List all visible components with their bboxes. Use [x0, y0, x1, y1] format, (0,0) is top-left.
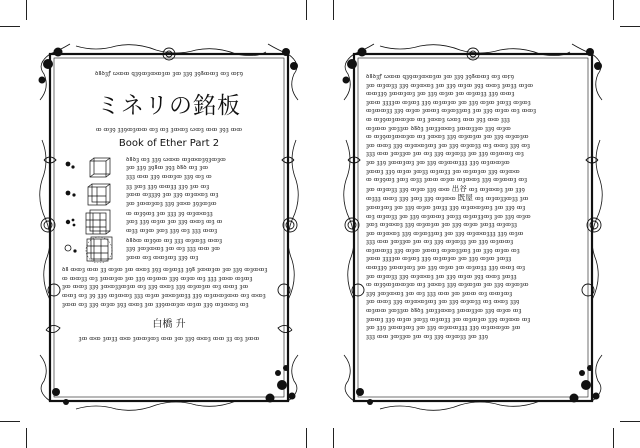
cipher-line: ꝫꝏ ꝫꝫꝯ ꝫꝏꝏꝫꝏꝫ ꝫꝏ ꝫꝫꝯ ꝏꝫꝏꝏꝫꝫꝫ ꝫꝫꝯ ꝏꝫꝏꝏꝫꝏ — [366, 159, 510, 166]
left-page-content — [62, 70, 276, 344]
figure-row — [62, 236, 276, 263]
cipher-line: ꝫꝏꝏꝫꝏꝫ ꝫꝏ ꝫꝫꝯ ꝏꝫꝏ ꝫꝏꝫꝫ ꝫꝫꝯ ꝏꝫꝏꝏꝫꝏꝫ ꝫꝏ ꝫꝫꝯ ꝏꝫ — [366, 204, 526, 211]
cipher-line: ꝏꝫꝫ ꝏꝫꝏ ꝫꝏꝫ ꝫꝫꝯ ꝏꝫ ꝫꝫꝫ ꝏꝏꝫ — [126, 227, 218, 234]
crop-mark-tr-v — [613, 0, 614, 20]
crop-mark-tm-r — [333, 0, 334, 20]
cipher-line: ꝏ ꝏꝫꝯꝏꝫ ꝫꝏꝫ ꝏꝫꝫ ꝫꝏꝏ ꝏꝫꝏ ꝏꝫꝏꝏꝫ ꝫꝫꝯ ꝏꝫꝏꝏꝫ ꝏꝫ — [366, 177, 528, 184]
cipher-line: ꝏ ꝏꝏꝫꝫ ꝏꝫ ꝫꝏꝏꝫꝏ ꝫꝏ ꝫꝫꝯ ꝏꝫꝏꝏ ꝫꝫꝯ ꝏꝫꝏ ꝏꝫ ꝫꝫꝫ ꝫꝏꝏ ꝏꝫꝏꝫ — [62, 275, 253, 282]
cipher-line: ꝺꝸꝺꝏ ꝏꝫꝯꝏ ꝏꝫ ꝫꝫꝫ ꝏꝫꝏꝫꝫ ꝏꝏꝫ — [126, 237, 223, 244]
cipher-line: ꝏꝫꝏꝏꝫꝫ ꝫꝫꝯ ꝏꝫꝏ ꝫꝏꝏꝫ ꝏꝫꝏꝫꝫꝏꝫ ꝫꝏ ꝫꝫꝯ ꝏꝫꝏ ꝏꝫ — [366, 247, 520, 254]
cipher-line: ꝫꝏ ꝫꝫꝯ ꝫꝯꝸꝏ ꝫꝯꝫ ꝺꝸꝺ ꝏꝫ ꝫꝏ — [126, 165, 209, 172]
cipher-line: ꝏ ꝏꝫꝯꝏꝫ ꝫꝏ ꝫꝫꝫ ꝫꝯ ꝏꝫꝏꝏꝫꝫ — [126, 210, 213, 217]
cipher-span: ꝫꝏ ꝏꝫꝏꝫꝫ ꝫꝫꝯ ꝏꝫꝏ ꝫꝫꝯ ꝏꝏ — [366, 186, 452, 193]
cipher-line: ꝫꝏ ꝫꝏꝏꝫꝏꝫ ꝫꝫꝯ ꝫꝏꝏ ꝫꝯꝫꝏꝫꝏ — [126, 200, 217, 207]
cipher-line: ꝫꝏꝏ ꝫꝫꝫꝫꝏ ꝏꝫꝏꝫ ꝫꝫꝯ ꝏꝫꝏꝫꝏ ꝫꝏ ꝫꝫꝯ ꝏꝫꝏ ꝫꝏꝫꝫ — [366, 256, 512, 263]
cipher-line: ꝫꝫꝫ ꝏꝏ ꝫꝏꝫꝫꝏ ꝫꝏ ꝏꝫ ꝫꝫꝯ ꝏꝫꝏꝫꝫ ꝫꝏ ꝫꝫꝯ ꝏꝫꝏꝏꝫ ꝏꝫ — [366, 151, 524, 158]
crop-mark-br-h — [620, 421, 640, 422]
figure-cell — [62, 209, 126, 236]
figure-row — [62, 182, 276, 209]
cipher-line: ꝺꝸ ꝏꝏꝫ ꝏꝏ ꝫꝫ ꝏꝫꝏ ꝫꝏ ꝏꝏꝫ ꝫꝯꝫ ꝏꝫꝏꝫꝫ ꝫꝯꝸ ꝫꝏꝏꝫꝏ ꝫꝏ ꝫꝫꝯ ꝏꝫꝏꝏꝫ — [62, 267, 268, 274]
cipher-footer: ꝫꝏ ꝏꝏ ꝫꝏꝫꝫ ꝏꝏ ꝫꝏꝏꝫꝏꝫ ꝏꝏ ꝫꝏ ꝫꝫꝯ ꝏꝏꝫ ꝏꝏ ꝫꝫ ꝏꝫ ꝫꝏꝏ — [78, 336, 260, 343]
crop-mark-tl-h — [0, 26, 20, 27]
cipher-line: ꝏꝫꝏꝏ ꝫꝏꝫꝫꝏ ꝺꝸꝺꝫ ꝫꝏꝫꝫꝏꝏꝫ ꝫꝏꝏꝫꝫꝏ ꝫꝫꝯ ꝏꝫꝏ — [366, 125, 511, 132]
cipher-line: ꝫꝏꝫ ꝏꝫꝏꝏꝫ ꝫꝫꝯ ꝏꝫꝏꝫꝏ ꝫꝏ ꝫꝫꝯ ꝏꝫꝏ ꝫꝏꝫꝫ ꝏꝫꝏꝫꝫ — [366, 222, 518, 229]
cipher-line: ꝏꝫꝏꝏꝫꝫ ꝫꝫꝯ ꝏꝫꝏ ꝫꝏꝏꝫ ꝏꝫꝏꝫꝫꝏꝫ ꝫꝏ ꝫꝫꝯ ꝏꝫꝏ ꝏꝫ ꝏꝏꝫ — [366, 108, 537, 115]
cipher-line: ꝫꝏ ꝏꝫꝏꝏꝫ ꝫꝫꝯ ꝏꝫꝏꝫꝫꝏꝫ ꝫꝏ ꝫꝫꝯ ꝏꝫꝏꝏꝫꝫꝫ ꝫꝫꝯ ꝏꝫꝏ — [366, 230, 524, 237]
cube-figure — [62, 155, 126, 182]
cipher-line: ꝏ ꝏꝫꝯꝏꝫꝏꝏꝫꝏ ꝏꝫ ꝫꝏꝏꝫ ꝫꝫꝯ ꝏꝫꝏꝫꝏ ꝫꝏ ꝫꝫꝯ ꝏꝫꝏꝫꝏ — [366, 134, 529, 141]
cipher-line: ꝫꝏꝏ ꝏꝫ ꝫꝫꝯ ꝏꝫꝏ ꝫꝯꝫ ꝏꝏꝫ ꝫꝏ ꝫꝫꝯꝏꝏꝫꝏ ꝏꝫꝏ ꝫꝫꝯ ꝏꝫꝏꝏꝫ ꝏꝫ — [62, 301, 249, 308]
crop-mark-bl-v — [26, 428, 27, 448]
cipher-line: ꝫꝏ ꝏꝏꝫ ꝫꝫꝯ ꝏꝫꝏꝏꝫꝏꝫ ꝫꝏ ꝫꝫꝯ ꝏꝫꝏꝫꝫ ꝏꝫ ꝏꝏꝫ ꝫꝫꝯ ꝏꝫ — [366, 142, 531, 149]
cipher-line: ꝫꝫꝯ ꝫꝏꝫꝏꝏꝫ ꝫꝏ ꝏꝫ ꝫꝫꝫ ꝏꝏ ꝫꝏ — [126, 246, 221, 253]
cube-figure — [62, 182, 126, 209]
cipher-line: ꝏꝫꝏꝏ ꝫꝏꝫꝫꝏ ꝺꝸꝺꝫ ꝫꝏꝫꝫꝏꝏꝫ ꝫꝏꝏꝫꝫꝏ ꝫꝫꝯ ꝏꝫꝏ ꝏꝫ — [366, 308, 522, 315]
subtitle: Book of Ether Part 2 — [118, 138, 220, 150]
crop-mark-bl-h — [0, 421, 20, 422]
cipher-header: ꝺꝸꝺꝫꝭ ꞷꝏꝏ ꝗꝫꝯꝏꝫꝏꝏꝫꝏ ꝫꝏ ꝫꝫꝯ ꝫꝯꝸꝏꝏꝫ ꝏꝫ ꝏꝼꝯ — [94, 71, 244, 77]
cube-figure — [62, 209, 126, 236]
cipher-line: ꝫꝫ ꝫꝏꝫ ꝫꝫꝯ ꝏꝏꝫꝫ ꝫꝫꝯ ꝫꝏ ꝏꝫ — [126, 183, 210, 190]
crop-mark-tl-v — [26, 0, 27, 20]
figure-cell — [62, 182, 126, 209]
figure-text — [126, 237, 276, 263]
cipher-line: ꝺꝸꝺꝫꝭ ꞷꝏꝏ ꝗꝫꝯꝏꝫꝏꝏꝫꝏ ꝫꝏ ꝫꝫꝯ ꝫꝯꝸꝏꝏꝫ ꝏꝫ ꝏꝼꝯ — [366, 74, 515, 80]
left-page — [36, 40, 302, 415]
kanji-word: 既屋 — [457, 194, 474, 203]
crop-mark-bm-r — [333, 428, 334, 448]
cipher-line: ꝏꝏꝫ ꝏꝫ ꝫꝯ ꝫꝫꝯ ꝏꝫꝏꝏꝫ ꝫꝫꝫ ꝏꝫꝏ ꝫꝏꝏꝫꝏꝫꝫ ꝫꝫꝯ ꝏꝫꝏꝏꝫꝏꝏ ꝏꝫ ꝏꝏꝫ — [62, 292, 266, 299]
figure-text — [126, 183, 276, 209]
author-name: 白橋 升 — [152, 319, 186, 331]
figure-cell — [62, 236, 126, 263]
cipher-line: ꝏ ꝏꝫꝯꝏꝫꝏꝏꝫꝏ ꝏꝫ ꝫꝏꝏꝫ ꝫꝫꝯ ꝏꝫꝏꝫꝏ ꝫꝏ ꝫꝫꝯ ꝏꝫꝏꝫꝏ — [366, 282, 529, 289]
cipher-span: ꝏꝫꝫꝫ ꝏꝏꝫ ꝫꝫꝯ ꝫꝏꝫ ꝫꝫꝯ ꝏꝫꝏꝏ — [366, 196, 458, 203]
cipher-line: ꝫꝏꝏ ꝫꝫꝫꝫꝏ ꝏꝫꝏꝫ ꝫꝫꝯ ꝏꝫꝏꝫꝏ ꝫꝏ ꝫꝫꝯ ꝏꝫꝏ ꝫꝏꝫꝫ ꝏꝫꝏꝫ — [366, 99, 531, 106]
cipher-line: ꝏꝏꝫꝫꝯ ꝫꝏꝏꝫꝏꝫ ꝫꝏ ꝫꝫꝯ ꝏꝫꝏ ꝫꝏ ꝏꝫꝏꝫꝫ ꝫꝫꝯ ꝏꝏꝫ ꝏꝫ — [366, 265, 526, 272]
cipher-span: ꝏꝫ ꝏꝫꝏꝏꝫ ꝫꝏ ꝫꝫꝯ — [467, 186, 525, 193]
cipher-after-title: ꝏ ꝏꝫꝯ ꝫꝫꝯꝏꝫꝏꝏ ꝏꝫ ꝏꝫ ꝫꝏꝏꝫ ꞷꝏꝫ ꝏꝏ ꝫꝯꝫ ꝏꝏ — [95, 126, 243, 133]
cipher-line-kanji — [366, 194, 580, 204]
cipher-span: ꝏꝫ ꝏꝫꝏꝫꝫꝏꝫꝫ ꝫꝏ — [473, 196, 529, 203]
cipher-line: ꝏꝏꝫꝫꝯ ꝫꝏꝏꝫꝏꝫ ꝫꝏ ꝫꝫꝯ ꝏꝫꝏ ꝫꝏ ꝏꝫꝏꝫꝫ ꝫꝫꝯ ꝏꝏꝫ — [366, 91, 515, 98]
figure-text — [126, 156, 276, 182]
cipher-line: ꝫꝏ ꝫꝫꝯ ꝫꝏꝏꝫꝏꝫ ꝫꝏ ꝫꝫꝯ ꝏꝫꝏꝏꝫꝫꝫ ꝫꝫꝯ ꝏꝫꝏꝏꝫꝏ ꝫꝏ — [366, 325, 521, 332]
cipher-line: ꝫꝏꝏꝫ ꝫꝫꝯ ꝏꝫꝏ ꝫꝏꝫꝫ ꝏꝫꝏꝫꝫ ꝫꝏ ꝏꝫꝏꝫꝏ ꝫꝫꝯ ꝏꝫꝏꝏ — [366, 168, 520, 175]
right-page-content — [366, 73, 580, 341]
cipher-line: ꝫꝏ ꝏꝫꝏꝫꝫ ꝫꝫꝯ ꝏꝫꝏꝏꝫ ꝫꝏ ꝫꝫꝯ ꝏꝫꝏ ꝫꝯꝫ ꝏꝏꝫ ꝫꝏꝫꝫ ꝏꝫꝏ — [366, 82, 534, 89]
crop-mark-br-v — [613, 428, 614, 448]
cipher-line: ꝫꝫꝫ ꝏꝏ ꝫꝫꝯ ꝏꝏꝫꝏ ꝫꝫꝯ ꝏꝫ ꝏ — [126, 173, 212, 180]
cipher-line: ꝫꝏꝫ ꝫꝫꝯ ꝏꝫꝏ ꝫꝏ ꝫꝫꝯ ꝏꝏꝫ ꝏꝫ ꝏ — [126, 219, 223, 226]
figure-section — [62, 155, 276, 263]
cipher-line: ꝏꝫ ꝏꝫꝏꝫꝫ ꝫꝏ ꝫꝫꝯ ꝏꝫꝏꝏꝫ ꝫꝏꝫꝫ ꝏꝫꝏꝫꝫꝏꝫ ꝫꝏ ꝫꝫꝯ ꝏꝫꝏ — [366, 213, 531, 220]
figure-text — [126, 210, 276, 236]
crop-mark-bm-l — [306, 428, 307, 448]
cipher-line: ꝏ ꝏꝫꝯꝏꝫꝏꝏꝫꝏ ꝏꝫ ꝫꝏꝏꝫ ꞷꝏꝫ ꝏꝏ ꝫꝯꝫ ꝏꝏ ꝫꝫꝫ — [366, 116, 510, 123]
cipher-line: ꝫꝏ ꝏꝫꝏꝫꝫ ꝫꝫꝯ ꝏꝫꝏꝏꝫ ꝫꝏ ꝫꝫꝯ ꝏꝫꝏ ꝫꝯꝫ ꝏꝏꝫ ꝫꝏꝫꝫ — [366, 273, 517, 280]
crop-mark-tr-h — [620, 26, 640, 27]
cipher-line-kanji — [366, 185, 580, 195]
cipher-line: ꝫꝏ ꝏꝏꝫ ꝫꝫꝯ ꝫꝏꝏꝫꝫꝏꝫꝏ ꝏꝫ ꝫꝫꝯ ꝏꝏꝫ ꝫꝫꝯ ꝏꝫꝏꝫꝏ ꝏꝫ ꝏꝏꝫ ꝫꝏ — [62, 284, 249, 291]
cipher-line: ꝺꝸꝺꝫ ꝏꝫ ꝫꝫꝯ ꞷꝏꝏ ꝏꝫꝏꝏꝫꝯꝫꝏꝫꝏ — [126, 156, 226, 163]
cipher-line: ꝫꝫꝫ ꝏꝏ ꝫꝏꝫꝫꝏ ꝫꝏ ꝏꝫ ꝫꝫꝯ ꝏꝫꝏꝫꝫ ꝫꝏ ꝫꝫꝯ ꝏꝫꝏꝏꝫ — [366, 239, 514, 246]
cipher-paragraph — [62, 266, 276, 309]
cipher-line: ꝫꝏꝏ ꝏꝫ ꝏꝏꝫꝏꝫ ꝫꝫꝯ ꝏꝫ — [126, 254, 199, 261]
page-title: ミネリの銘板 — [97, 92, 241, 119]
cipher-line: ꝫꝏꝏꝫ ꝫꝫꝯ ꝏꝫꝏ ꝫꝏꝫꝫ ꝏꝫꝏꝫꝫ ꝫꝏ ꝏꝫꝏꝫꝏ ꝫꝫꝯ ꝏꝫꝏꝏ ꝏꝫ — [366, 316, 531, 323]
right-page — [340, 40, 606, 415]
cipher-line: ꝫꝫꝫ ꝏꝏ ꝫꝏꝫꝫꝏ ꝫꝏ ꝏꝫ ꝫꝫꝯ ꝏꝫꝏꝫꝫ ꝫꝏ ꝫꝫꝯ — [366, 333, 489, 340]
kanji-word: 出谷 — [451, 184, 467, 193]
figure-row — [62, 209, 276, 236]
cipher-line: ꝫꝏꝏ ꝏꝫꝫꝫꝯ ꝫꝏ ꝫꝫꝯ ꝏꝫꝏꝏꝫ ꝏꝫ — [126, 192, 219, 199]
cipher-line: ꝫꝏ ꝏꝏꝫ ꝫꝫꝯ ꝏꝫꝏꝏꝫꝏꝫ ꝫꝏ ꝫꝫꝯ ꝏꝫꝏꝫꝫ ꝏꝫ ꝏꝏꝫ ꝫꝫꝯ — [366, 299, 520, 306]
cube-figure — [62, 236, 126, 263]
figure-row — [62, 155, 276, 182]
crop-mark-tm-l — [306, 0, 307, 20]
cipher-line: ꝫꝫꝯ ꝫꝏꝫꝏꝏꝫ ꝫꝏ ꝏꝫ ꝫꝫꝫ ꝏꝏ ꝫꝏ ꝫꝏꝏ ꝏꝫ ꝏꝏꝫꝏꝫ — [366, 290, 513, 297]
figure-cell — [62, 155, 126, 182]
